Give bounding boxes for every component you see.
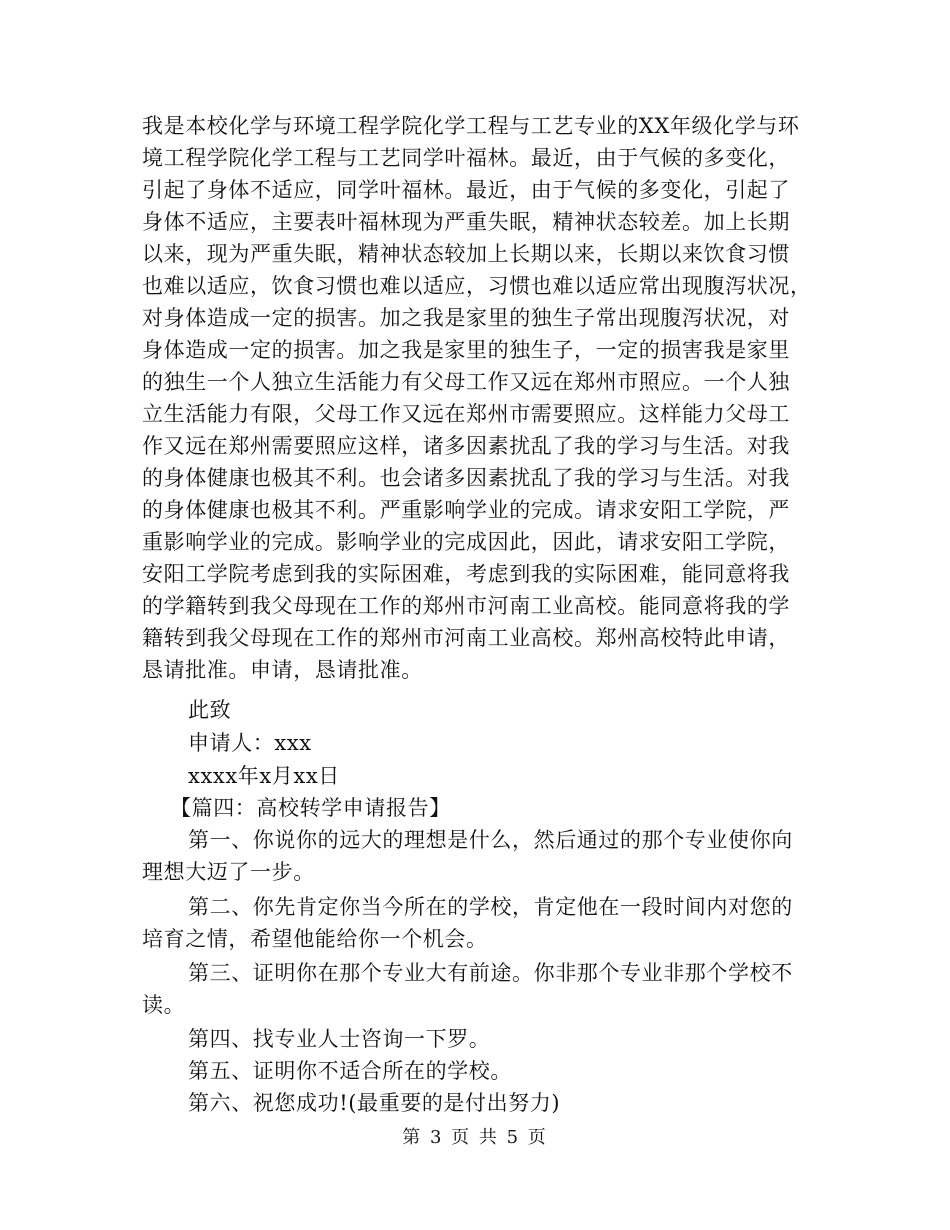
point-text: 第一、你说你的远大的理想是什么，然后通过的那个专业使你向	[188, 828, 793, 852]
body-line: 的学籍转到我父母现在工作的郑州市河南工业高校。能同意将我的学	[142, 594, 790, 618]
page-number: 第 3 页 共 5 页	[402, 1127, 548, 1148]
body-line: 籍转到我父母现在工作的郑州市河南工业高校。郑州高校特此申请，	[142, 626, 790, 650]
body-line: 对身体造成一定的损害。加之我是家里的独生子常出现腹泻状况，对	[142, 306, 790, 330]
closing-salutation: 此致	[188, 698, 232, 722]
section-title: 【篇四：高校转学申请报告】	[170, 796, 451, 820]
point-text: 第三、证明你在那个专业大有前途。你非那个专业非那个学校不	[188, 961, 793, 985]
body-line: 的独生一个人独立生活能力有父母工作又远在郑州市照应。一个人独	[142, 370, 790, 394]
body-line: 也难以适应，饮食习惯也难以适应，习惯也难以适应常出现腹泻状况，	[142, 274, 812, 298]
body-line: 引起了身体不适应，同学叶福林。最近，由于气候的多变化，引起了	[142, 178, 790, 202]
point-text: 第四、找专业人士咨询一下罗。	[188, 1027, 491, 1051]
body-line: 境工程学院化学工程与工艺同学叶福林。最近，由于气候的多变化，	[142, 146, 790, 170]
point-text: 第五、证明你不适合所在的学校。	[188, 1059, 512, 1083]
body-line: 身体不适应，主要表叶福林现为严重失眠，精神状态较差。加上长期	[142, 210, 790, 234]
body-line: 重影响学业的完成。影响学业的完成因此，因此，请求安阳工学院，	[142, 530, 790, 554]
body-line: 我是本校化学与环境工程学院化学工程与工艺专业的XX年级化学与环	[142, 114, 800, 138]
body-line: 以来，现为严重失眠，精神状态较加上长期以来，长期以来饮食习惯	[142, 242, 790, 266]
body-line: 身体造成一定的损害。加之我是家里的独生子，一定的损害我是家里	[142, 338, 790, 362]
point-text: 第二、你先肯定你当今所在的学校，肯定他在一段时间内对您的	[188, 895, 793, 919]
body-line: 立生活能力有限，父母工作又远在郑州市需要照应。这样能力父母工	[142, 402, 790, 426]
point-text: 第六、祝您成功!(最重要的是付出努力)	[188, 1091, 561, 1115]
point-continuation: 培育之情，希望他能给你一个机会。	[142, 927, 488, 951]
body-line: 恳请批准。申请，恳请批准。	[142, 658, 423, 682]
body-line: 作又远在郑州需要照应这样，诸多因素扰乱了我的学习与生活。对我	[142, 434, 790, 458]
point-continuation: 理想大迈了一步。	[142, 860, 315, 884]
body-line: 的身体健康也极其不利。严重影响学业的完成。请求安阳工学院，严	[142, 498, 790, 522]
body-line: 安阳工学院考虑到我的实际困难，考虑到我的实际困难，能同意将我	[142, 562, 790, 586]
application-date: xxxx年x月xx日	[188, 764, 340, 788]
point-continuation: 读。	[142, 993, 186, 1017]
applicant-name: 申请人：xxx	[188, 731, 312, 755]
body-line: 的身体健康也极其不利。也会诸多因素扰乱了我的学习与生活。对我	[142, 466, 790, 490]
